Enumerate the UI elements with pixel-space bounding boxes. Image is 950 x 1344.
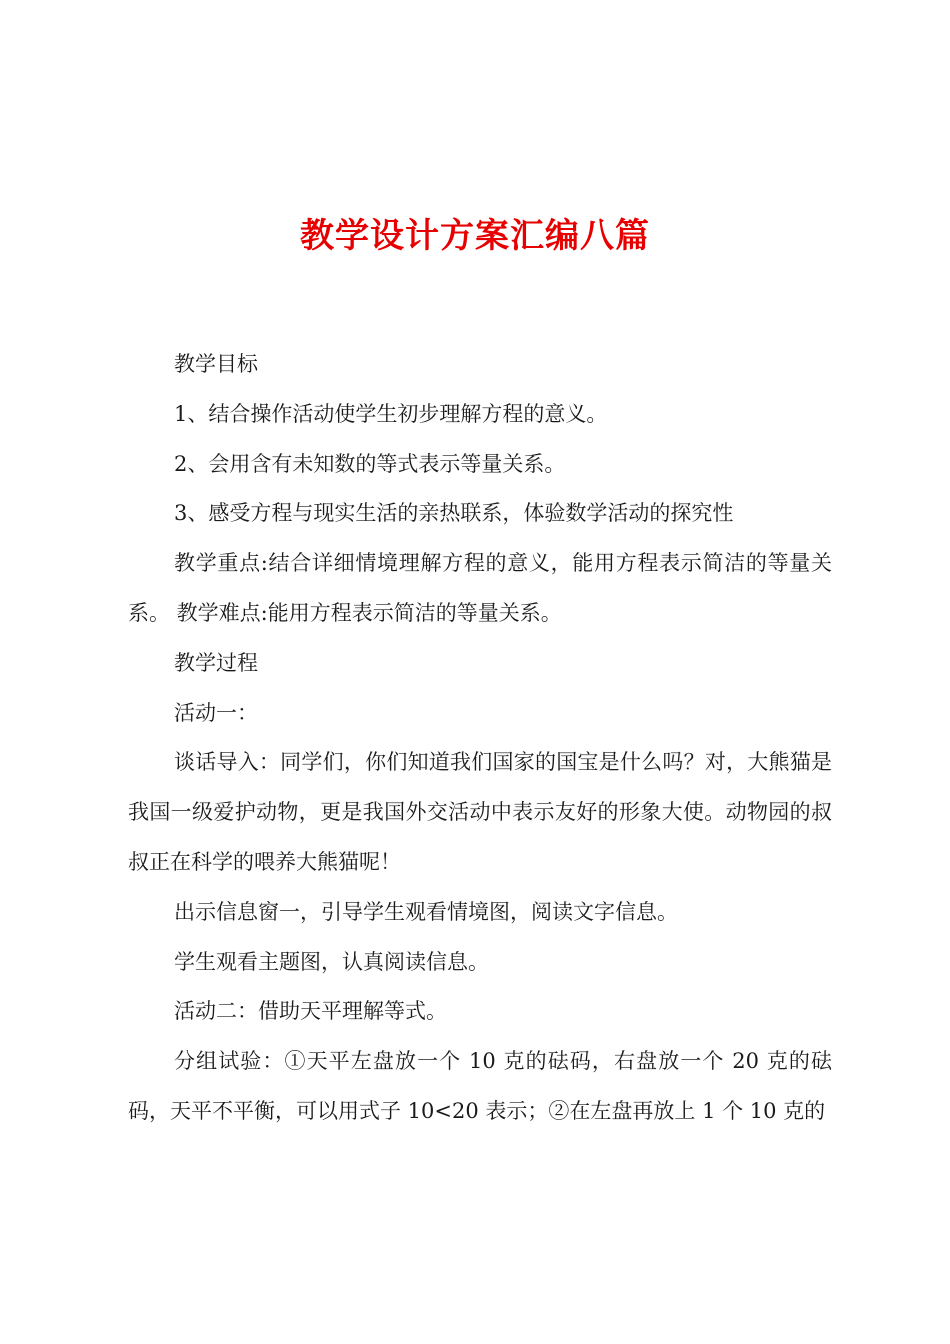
paragraph-group-experiment: 分组试验：①天平左盘放一个 10 克的砝码，右盘放一个 20 克的砝码，天平不平衡，可以用式子 10<20 表示；②在左盘再放上 1 个 10 克的 xyxy=(128,1049,832,1123)
paragraph-activity-1-heading: 活动一： xyxy=(174,700,258,725)
paragraph-process-heading: 教学过程 xyxy=(174,650,258,675)
paragraph-goal-2: 2、会用含有未知数的等式表示等量关系。 xyxy=(174,451,566,476)
paragraph-key-and-difficult-points: 教学重点:结合详细情境理解方程的意义，能用方程表示简洁的等量关系。 教学难点:能用方程表示简洁的等量关系。 xyxy=(128,551,832,625)
paragraph-show-info-window: 出示信息窗一，引导学生观看情境图，阅读文字信息。 xyxy=(174,899,678,924)
paragraph-goal-1: 1、结合操作活动使学生初步理解方程的意义。 xyxy=(174,401,608,426)
paragraph-students-observe: 学生观看主题图，认真阅读信息。 xyxy=(174,949,489,974)
document-body xyxy=(128,340,832,1137)
document-title: 教学设计方案汇编八篇 xyxy=(300,216,650,256)
paragraph-goal-3: 3、感受方程与现实生活的亲热联系，体验数学活动的探究性 xyxy=(174,501,734,526)
paragraph-introduction: 谈话导入：同学们，你们知道我们国家的国宝是什么吗？对，大熊猫是我国一级爱护动物，更是我国外交活动中表示友好的形象大使。动物园的叔叔正在科学的喂养大熊猫呢！ xyxy=(128,750,832,874)
paragraph-teaching-goals-heading: 教学目标 xyxy=(174,352,258,376)
paragraph-activity-2: 活动二：借助天平理解等式。 xyxy=(174,999,447,1024)
